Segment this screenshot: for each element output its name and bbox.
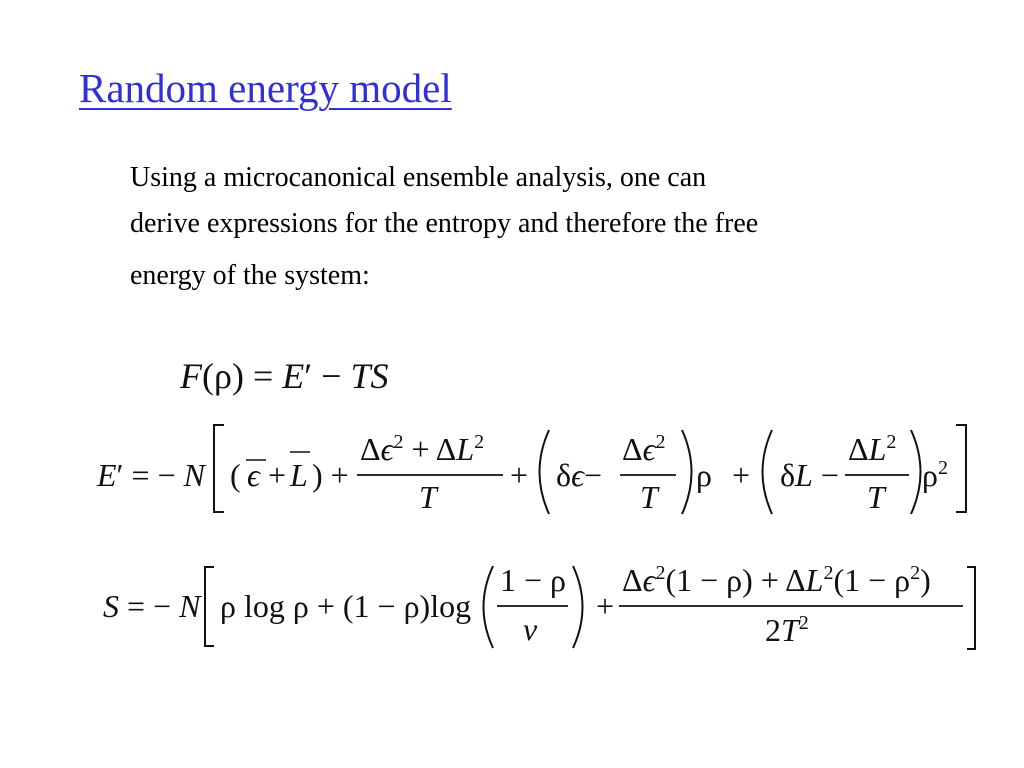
svg-text:+: + xyxy=(268,457,287,493)
entropy-equation xyxy=(103,562,975,649)
svg-text:F(ρ) = E′ − TS: F(ρ) = E′ − TS xyxy=(180,356,389,396)
svg-text:E′ = − N: E′ = − N xyxy=(97,457,205,493)
svg-text:T: T xyxy=(867,479,885,515)
svg-text:Δϵ2(1 − ρ) + ΔL2(1 − ρ2): $\Delta\epsilon^2(1 - \rho) + \Delta L^2(1 - \rho^2)$ xyxy=(622,562,931,598)
svg-text:Δϵ2 + ΔL2: $\Delta\epsilon^2 + \Delta L^2$ xyxy=(360,431,485,467)
svg-text:+: + xyxy=(732,457,751,493)
svg-text:S = − N: S = − N xyxy=(103,588,201,624)
svg-text:T: T xyxy=(640,479,658,515)
svg-text:L: L xyxy=(290,457,308,493)
svg-text:T: T xyxy=(419,479,437,515)
body-line: energy of the system: xyxy=(130,260,370,291)
svg-text:ϵ: ϵ xyxy=(247,457,260,493)
svg-text:+: + xyxy=(510,457,529,493)
body-line: derive expressions for the entropy and therefore the free xyxy=(130,208,759,239)
svg-text:ρ2: $\rho^2$ xyxy=(922,457,948,493)
svg-text:Δϵ2: $\Delta\epsilon^2$ xyxy=(622,431,666,467)
svg-text:ν: ν xyxy=(523,611,538,647)
svg-text:ρ log ρ + (1 − ρ)log: ρ log ρ + (1 − ρ)log xyxy=(220,588,472,624)
svg-text:ρ: ρ xyxy=(696,457,712,493)
slide-title: Random energy model xyxy=(79,65,452,111)
svg-text:δϵ−: δϵ− xyxy=(556,457,603,493)
svg-text:) +: ) + xyxy=(312,457,349,493)
svg-text:δL −: δL − xyxy=(780,457,839,493)
body-line: Using a microcanonical ensemble analysis, one can xyxy=(130,162,707,193)
svg-text:+: + xyxy=(596,588,615,624)
energy-equation xyxy=(96,425,966,515)
svg-text:1 − ρ: 1 − ρ xyxy=(500,562,567,598)
free-energy-equation xyxy=(179,356,388,396)
svg-text:ΔL2: $\Delta L^2$ xyxy=(848,431,897,467)
svg-text:(: ( xyxy=(230,457,241,493)
svg-text:2T2: $2T^2$ xyxy=(765,612,809,648)
